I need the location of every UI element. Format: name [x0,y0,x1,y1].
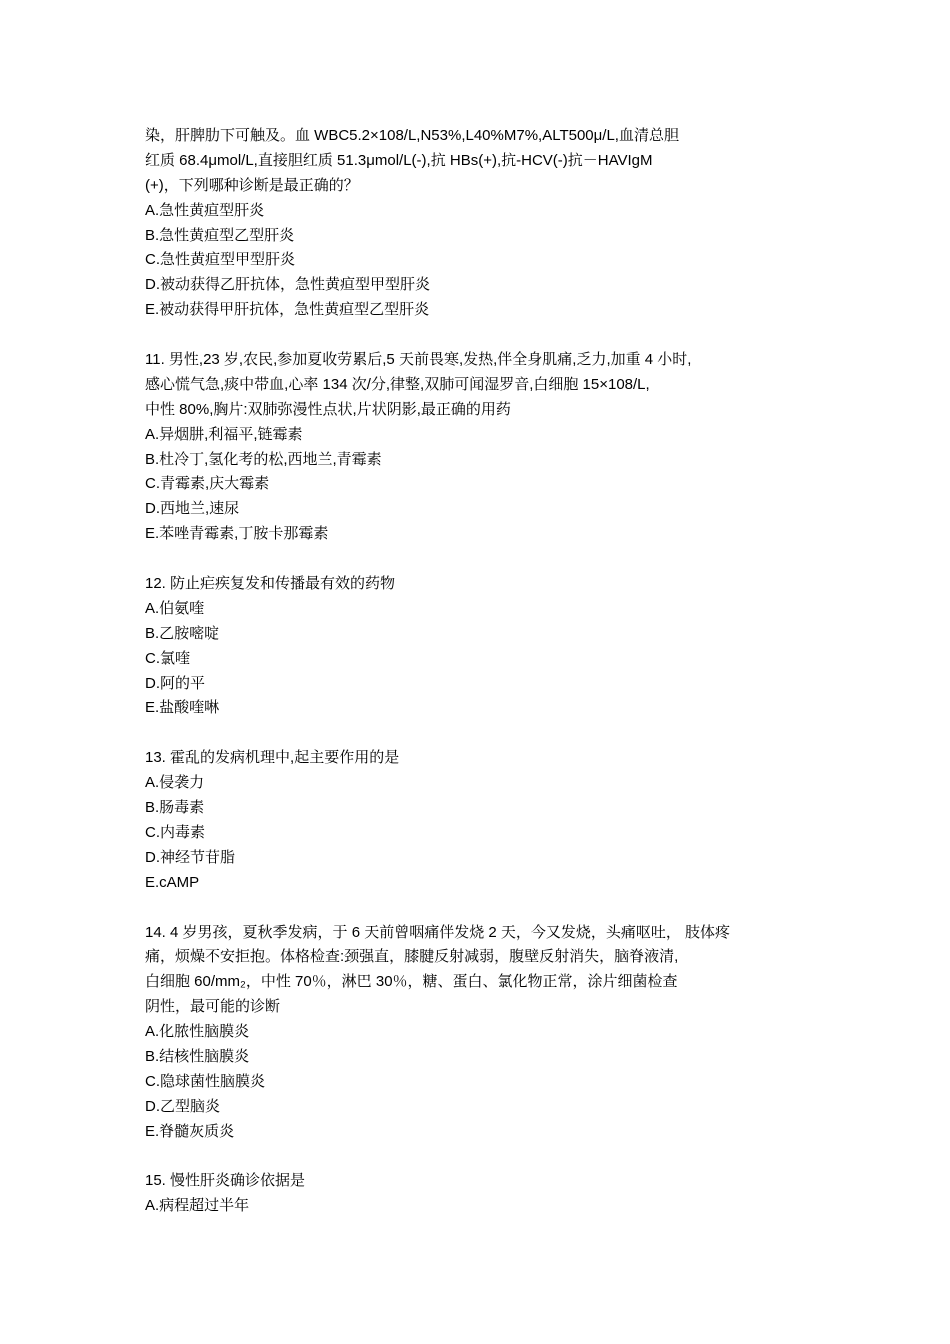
option-b: B.杜冷丁,氢化考的松,西地兰,青霉素 [145,450,382,468]
option-b: B.乙胺嘧啶 [145,624,220,642]
option-d: D.神经节苷脂 [145,848,236,866]
option-c: C.内毒素 [145,823,206,841]
question-text-line: 12. 防止疟疾复发和传播最有效的药物 [145,575,396,593]
question-text-line: 13. 霍乱的发病机理中,起主要作用的是 [145,749,400,767]
question-text-line: 白细胞 60/mm₂，中性 70％，淋巴 30％，糖、蛋白、氯化物正常，涂片细菌检查 [145,973,678,991]
question-14 [145,921,905,1145]
option-c: C.氯喹 [145,649,191,667]
option-b: B.结核性脑膜炎 [145,1047,250,1065]
question-11 [145,348,905,547]
option-c: C.急性黄疸型甲型肝炎 [145,251,296,269]
option-b: B.急性黄疸型乙型肝炎 [145,226,295,244]
question-13 [145,746,905,895]
option-a: A.异烟肼,利福平,链霉素 [145,425,303,443]
spacer [145,896,905,921]
option-d: D.阿的平 [145,674,206,692]
question-text-line: 14. 4 岁男孩，夏秋季发病，于 6 天前曾咽痛伴发烧 2 天，今又发烧，头痛呕吐， 肢体疼 [145,923,731,941]
question-10-continuation [145,124,905,323]
option-e: E.被动获得甲肝抗体，急性黄疸型乙型肝炎 [145,301,430,319]
question-text-line: 11. 男性,23 岁,农民,参加夏收劳累后,5 天前畏寒,发热,伴全身肌痛,乏力,加重 4 小时, [145,351,692,369]
question-12 [145,572,905,721]
option-a: A.急性黄疸型肝炎 [145,201,265,219]
document-page [145,124,905,1219]
question-15 [145,1169,905,1219]
option-b: B.肠毒素 [145,799,205,817]
spacer [145,1145,905,1170]
option-c: C.青霉素,庆大霉素 [145,475,270,493]
spacer [145,547,905,572]
question-text-line: 痛，烦燥不安拒抱。体格检查:颈强直，膝腱反射减弱，腹壁反射消失，脑脊液清, [145,948,679,966]
question-text-line: (+)，下列哪种诊断是最正确的？ [145,176,359,194]
option-a: A.伯氨喹 [145,599,205,617]
option-c: C.隐球菌性脑膜炎 [145,1072,266,1090]
option-a: A.化脓性脑膜炎 [145,1023,250,1041]
option-d: D.西地兰,速尿 [145,500,240,518]
option-e: E.苯唑青霉素,丁胺卡那霉素 [145,525,329,543]
spacer [145,323,905,348]
question-text-line: 阴性，最可能的诊断 [145,998,281,1016]
question-text-line: 15. 慢性肝炎确诊依据是 [145,1172,306,1190]
option-a: A.病程超过半年 [145,1197,250,1215]
spacer [145,721,905,746]
option-e: E.脊髓灰质炎 [145,1122,235,1140]
option-e: E.cAMP [145,873,200,891]
option-e: E.盐酸喹啉 [145,699,220,717]
option-d: D.被动获得乙肝抗体，急性黄疸型甲型肝炎 [145,276,431,294]
question-text-line: 感心慌气急,痰中带血,心率 134 次/分,律整,双肺可闻湿罗音,白细胞 15×108/L, [145,375,650,393]
option-a: A.侵袭力 [145,774,205,792]
option-d: D.乙型脑炎 [145,1097,221,1115]
question-text-line: 红质 68.4μmol/L,直接胆红质 51.3μmol/L(-),抗 HBs(+),抗-HCV(-)抗－HAVIgM [145,151,653,169]
question-text-line: 染，肝脾肋下可触及。血 WBC5.2×108/L,N53%,L40%M7%,ALT500μ/L,血清总胆 [145,127,679,144]
question-text-line: 中性 80%,胸片:双肺弥漫性点状,片状阴影,最正确的用药 [145,400,511,418]
